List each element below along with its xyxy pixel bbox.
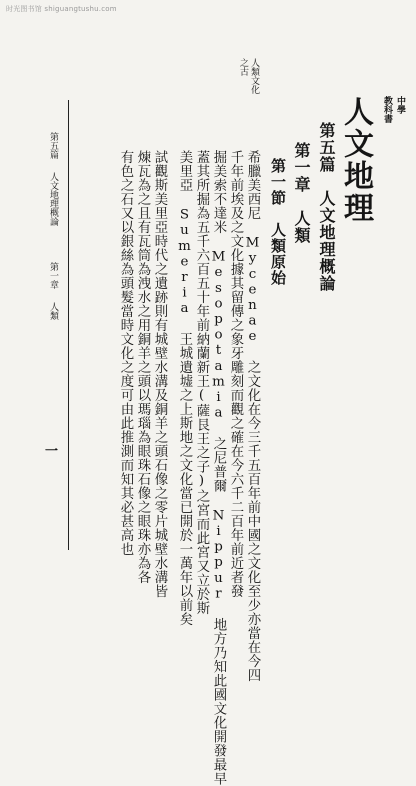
text-column-1: 希臘美西尼 Mycenae 之文化在今三千五百年前中國之文化至少亦當在今四 bbox=[245, 150, 260, 683]
chapter-heading: 第一章 人類 bbox=[292, 142, 311, 244]
footer-subject: 人類 bbox=[48, 302, 58, 320]
text-column-3: 掘美索不達米 Mesopotamia 之尼普爾 Nippur 地方乃知此國文化開發最早 bbox=[211, 150, 226, 786]
page-number: 一 bbox=[45, 444, 59, 459]
section-heading: 第一節 人類原始 bbox=[269, 158, 287, 286]
series-label-primary: 中學 bbox=[395, 96, 405, 114]
footer-part: 第五篇 bbox=[48, 132, 58, 159]
footer-title: 人文地理概論 bbox=[48, 172, 58, 226]
series-label-secondary: 教科書 bbox=[382, 96, 392, 123]
text-column-4: 蓋其所掘為五千六百五十年前納蘭新王(薩艮王之子)之宮而此宮又立於斯 bbox=[194, 150, 209, 616]
text-column-5: 美里亞 Sumeria 王城遺墟之上斯地之文化當已開於一萬年以前矣 bbox=[177, 150, 192, 627]
part-heading: 第五篇 人文地理概論 bbox=[317, 122, 336, 292]
footer-chapter: 第一章 bbox=[48, 262, 58, 289]
watermark: 时光图书馆 shiguangtushu.com bbox=[6, 5, 117, 13]
margin-rule bbox=[68, 100, 69, 550]
text-column-7: 煉瓦為之且有瓦筒為洩水之用銅羊之頭以瑪瑙為眼珠石像之眼珠亦為各 bbox=[135, 150, 150, 584]
header-caption-1: 人類文化 bbox=[249, 58, 259, 94]
header-caption-2: 之古 bbox=[238, 58, 248, 76]
text-column-2: 千年前埃及之文化據其留傳之象牙雕刻而觀之確在今六千二百年前近者發 bbox=[228, 150, 243, 598]
text-column-8: 有色之石又以銀絲為頭髮當時文化之度可由此推測而知其必甚高也 bbox=[118, 150, 133, 556]
text-column-6: 試觀斯美里亞時代之遺跡則有城壁水溝及銅羊之頭石像之零片城壁水溝皆 bbox=[152, 150, 167, 598]
book-title: 人文地理 bbox=[338, 96, 373, 224]
